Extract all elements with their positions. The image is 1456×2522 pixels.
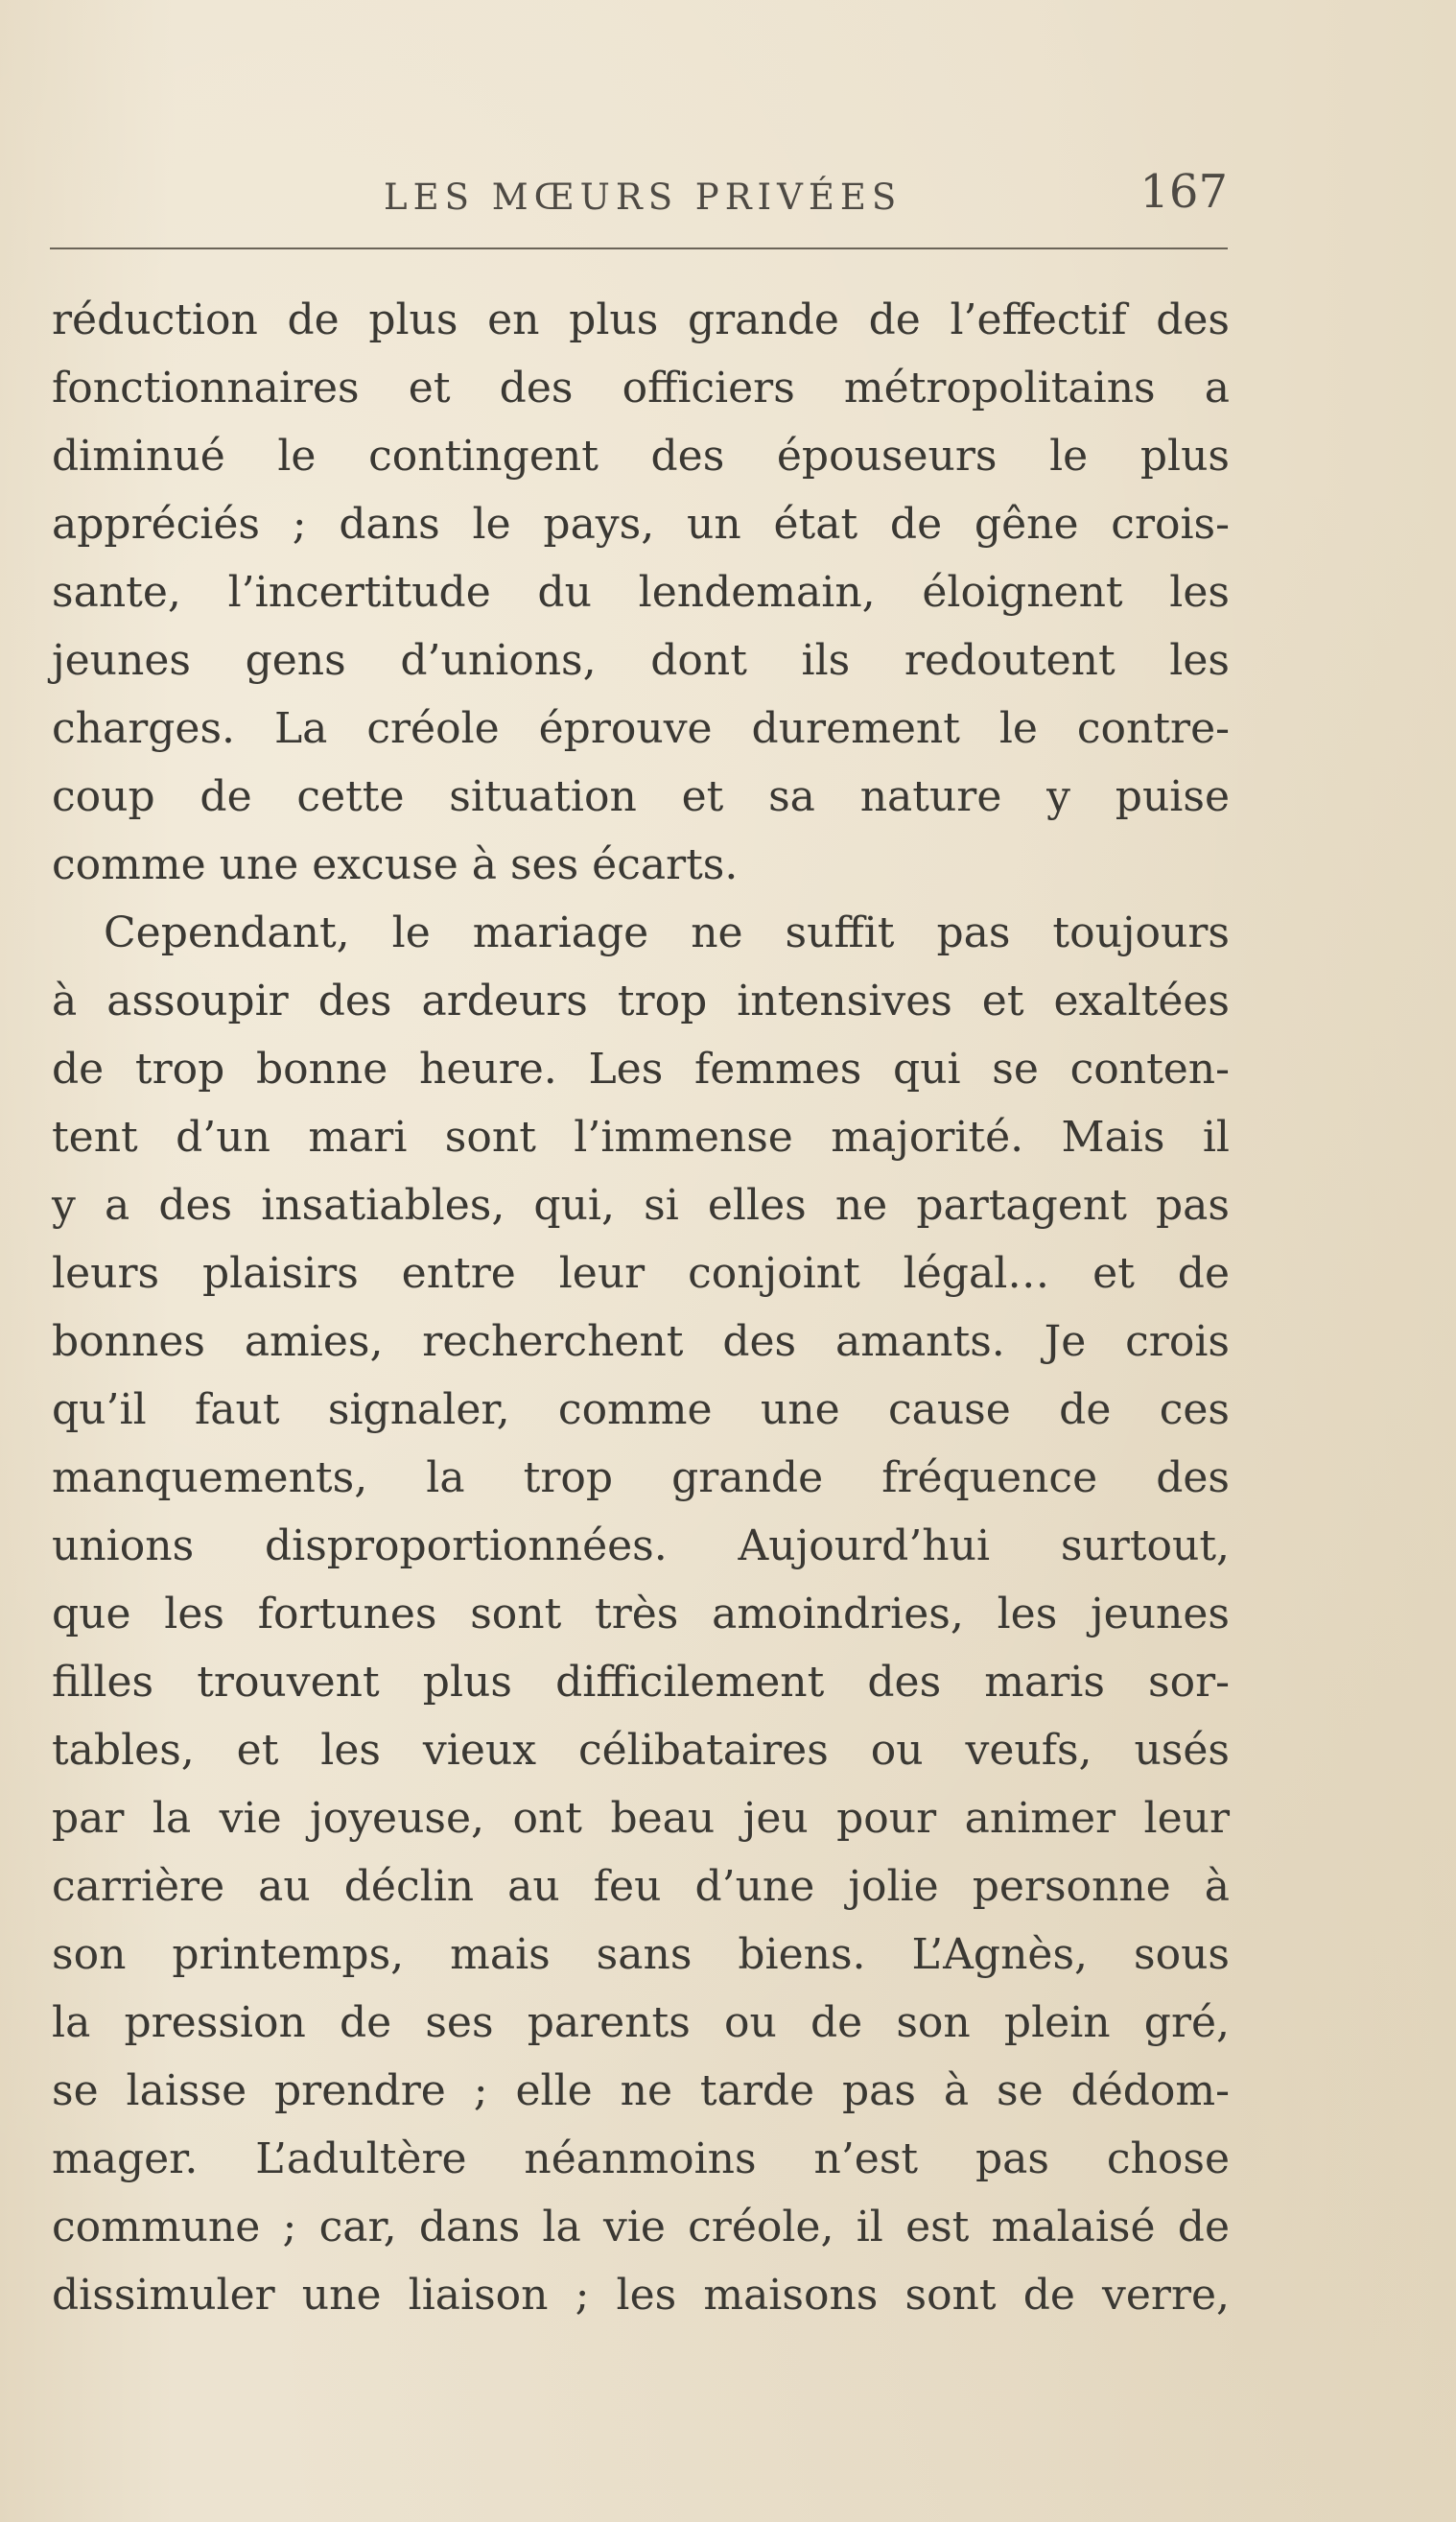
text-line: bonnes amies, recherchent des amants. Je crois (52, 1317, 1230, 1366)
text-line: se laisse prendre ; elle ne tarde pas à se dédom- (52, 2066, 1230, 2115)
text-line: fonctionnaires et des officiers métropolitains a (52, 364, 1230, 412)
text-line: sante, l’incertitude du lendemain, éloignent les (52, 568, 1230, 617)
text-line: filles trouvent plus difficilement des maris sor- (52, 1658, 1230, 1707)
text-line: manquements, la trop grande fréquence des (52, 1453, 1230, 1502)
text-line: leurs plaisirs entre leur conjoint légal… et de (52, 1249, 1230, 1298)
text-line: appréciés ; dans le pays, un état de gêne crois- (52, 500, 1230, 549)
text-line: à assoupir des ardeurs trop intensives et exaltées (52, 977, 1230, 1025)
text-line: comme une excuse à ses écarts. (52, 840, 739, 889)
text-line: la pression de ses parents ou de son plein gré, (52, 1998, 1230, 2047)
text-line: réduction de plus en plus grande de l’effectif des (52, 295, 1230, 344)
text-line: unions disproportionnées. Aujourd’hui surtout, (52, 1521, 1230, 1570)
text-line: tables, et les vieux célibataires ou veufs, usés (52, 1726, 1230, 1775)
body-text (52, 286, 1230, 2329)
text-line: par la vie joyeuse, ont beau jeu pour animer leur (52, 1794, 1230, 1843)
text-line: jeunes gens d’unions, dont ils redoutent les (52, 636, 1230, 685)
text-line: que les fortunes sont très amoindries, les jeunes (52, 1590, 1230, 1638)
text-line: son printemps, mais sans biens. L’Agnès, sous (52, 1930, 1230, 1979)
text-line: tent d’un mari sont l’immense majorité. Mais il (52, 1113, 1230, 1162)
text-line: coup de cette situation et sa nature y puise (52, 772, 1230, 821)
running-title: LES MŒURS PRIVÉES (384, 177, 903, 218)
text-line: y a des insatiables, qui, si elles ne partagent pas (52, 1181, 1230, 1230)
text-line: qu’il faut signaler, comme une cause de ces (52, 1385, 1230, 1434)
text-line: charges. La créole éprouve durement le contre- (52, 704, 1230, 753)
page-header (48, 165, 1228, 223)
text-line: carrière au déclin au feu d’une jolie personne à (52, 1862, 1230, 1911)
text-line: diminué le contingent des épouseurs le plus (52, 432, 1230, 481)
text-line: de trop bonne heure. Les femmes qui se conten- (52, 1045, 1230, 1094)
text-line: Cependant, le mariage ne suffit pas toujours (104, 908, 1230, 957)
text-line: mager. L’adultère néanmoins n’est pas chose (52, 2134, 1230, 2183)
text-line: dissimuler une liaison ; les maisons sont de verre, (52, 2271, 1230, 2320)
text-line: commune ; car, dans la vie créole, il est malaisé de (52, 2203, 1230, 2251)
page-number: 167 (1139, 165, 1228, 219)
header-rule (50, 247, 1228, 249)
